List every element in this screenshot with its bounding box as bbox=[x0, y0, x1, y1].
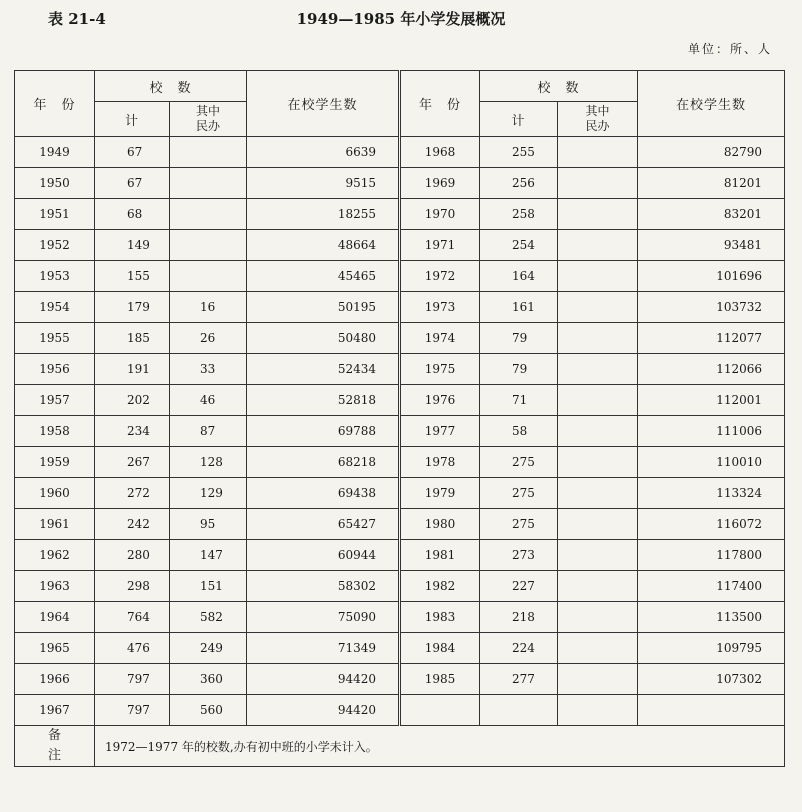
school-private-cell bbox=[558, 137, 638, 168]
col-total-header-right: 计 bbox=[480, 102, 558, 137]
school-private-cell bbox=[558, 416, 638, 447]
students-cell: 71349 bbox=[247, 633, 400, 664]
school-total-cell: 161 bbox=[480, 292, 558, 323]
table-row bbox=[15, 478, 785, 509]
year-cell: 1965 bbox=[15, 633, 95, 664]
students-cell: 83201 bbox=[638, 199, 785, 230]
school-private-cell: 249 bbox=[170, 633, 247, 664]
school-total-cell: 255 bbox=[480, 137, 558, 168]
students-cell: 112001 bbox=[638, 385, 785, 416]
school-private-cell bbox=[558, 664, 638, 695]
year-cell: 1960 bbox=[15, 478, 95, 509]
students-cell: 81201 bbox=[638, 168, 785, 199]
year-cell: 1962 bbox=[15, 540, 95, 571]
school-total-cell: 273 bbox=[480, 540, 558, 571]
table-row bbox=[15, 447, 785, 478]
table-number: 表 21-4 bbox=[48, 10, 106, 28]
school-total-cell: 275 bbox=[480, 509, 558, 540]
col-schools-header-right: 校 数 bbox=[480, 71, 638, 102]
school-total-cell: 202 bbox=[95, 385, 170, 416]
table-row bbox=[15, 416, 785, 447]
year-cell: 1959 bbox=[15, 447, 95, 478]
students-cell: 82790 bbox=[638, 137, 785, 168]
students-cell: 93481 bbox=[638, 230, 785, 261]
students-cell: 52434 bbox=[247, 354, 400, 385]
table-row bbox=[15, 540, 785, 571]
students-cell: 69788 bbox=[247, 416, 400, 447]
statistics-table bbox=[14, 70, 785, 767]
students-cell: 94420 bbox=[247, 695, 400, 726]
school-private-cell bbox=[558, 230, 638, 261]
table-row bbox=[15, 571, 785, 602]
table-row bbox=[15, 137, 785, 168]
school-total-cell: 67 bbox=[95, 168, 170, 199]
school-private-cell: 147 bbox=[170, 540, 247, 571]
year-cell: 1964 bbox=[15, 602, 95, 633]
year-cell: 1963 bbox=[15, 571, 95, 602]
note-label bbox=[15, 726, 95, 767]
year-cell: 1953 bbox=[15, 261, 95, 292]
school-total-cell: 275 bbox=[480, 447, 558, 478]
school-private-cell bbox=[558, 292, 638, 323]
col-total-header: 计 bbox=[95, 102, 170, 137]
school-total-cell: 224 bbox=[480, 633, 558, 664]
table-row bbox=[15, 354, 785, 385]
table-row bbox=[15, 261, 785, 292]
school-total-cell bbox=[480, 695, 558, 726]
note-row bbox=[15, 726, 785, 767]
school-total-cell: 298 bbox=[95, 571, 170, 602]
note-text: 1972—1977 年的校数,办有初中班的小学未计入。 bbox=[95, 726, 785, 767]
school-total-cell: 227 bbox=[480, 571, 558, 602]
table-row bbox=[15, 168, 785, 199]
note-label-bottom: 注 bbox=[47, 748, 61, 763]
school-private-cell: 560 bbox=[170, 695, 247, 726]
school-total-cell: 191 bbox=[95, 354, 170, 385]
school-total-cell: 256 bbox=[480, 168, 558, 199]
school-private-cell bbox=[558, 571, 638, 602]
school-private-cell bbox=[170, 137, 247, 168]
year-cell: 1975 bbox=[400, 354, 480, 385]
school-private-cell: 151 bbox=[170, 571, 247, 602]
year-cell: 1976 bbox=[400, 385, 480, 416]
school-total-cell: 218 bbox=[480, 602, 558, 633]
school-private-cell: 129 bbox=[170, 478, 247, 509]
school-total-cell: 764 bbox=[95, 602, 170, 633]
students-cell: 112066 bbox=[638, 354, 785, 385]
table-row bbox=[15, 323, 785, 354]
private-header-top: 其中 bbox=[196, 104, 221, 118]
year-cell: 1970 bbox=[400, 199, 480, 230]
school-total-cell: 149 bbox=[95, 230, 170, 261]
year-cell: 1969 bbox=[400, 168, 480, 199]
school-private-cell: 46 bbox=[170, 385, 247, 416]
year-cell: 1957 bbox=[15, 385, 95, 416]
students-cell: 60944 bbox=[247, 540, 400, 571]
students-cell: 9515 bbox=[247, 168, 400, 199]
col-year-header-right: 年 份 bbox=[400, 71, 480, 137]
col-private-header-right bbox=[558, 102, 638, 137]
year-cell: 1980 bbox=[400, 509, 480, 540]
school-total-cell: 68 bbox=[95, 199, 170, 230]
students-cell: 45465 bbox=[247, 261, 400, 292]
school-total-cell: 272 bbox=[95, 478, 170, 509]
school-total-cell: 277 bbox=[480, 664, 558, 695]
school-total-cell: 155 bbox=[95, 261, 170, 292]
year-cell: 1961 bbox=[15, 509, 95, 540]
school-private-cell bbox=[170, 230, 247, 261]
school-total-cell: 254 bbox=[480, 230, 558, 261]
school-private-cell bbox=[558, 695, 638, 726]
school-total-cell: 280 bbox=[95, 540, 170, 571]
students-cell bbox=[638, 695, 785, 726]
students-cell: 6639 bbox=[247, 137, 400, 168]
students-cell: 109795 bbox=[638, 633, 785, 664]
school-total-cell: 258 bbox=[480, 199, 558, 230]
year-cell: 1966 bbox=[15, 664, 95, 695]
table-row bbox=[15, 292, 785, 323]
students-cell: 112077 bbox=[638, 323, 785, 354]
table-row bbox=[15, 199, 785, 230]
school-private-cell bbox=[558, 447, 638, 478]
school-total-cell: 476 bbox=[95, 633, 170, 664]
school-private-cell bbox=[558, 633, 638, 664]
table-row bbox=[15, 509, 785, 540]
school-total-cell: 797 bbox=[95, 695, 170, 726]
col-students-header: 在校学生数 bbox=[247, 71, 400, 137]
school-private-cell: 87 bbox=[170, 416, 247, 447]
private-header-top: 其中 bbox=[585, 104, 610, 118]
school-private-cell bbox=[558, 509, 638, 540]
students-cell: 116072 bbox=[638, 509, 785, 540]
year-cell: 1972 bbox=[400, 261, 480, 292]
students-cell: 107302 bbox=[638, 664, 785, 695]
school-total-cell: 79 bbox=[480, 323, 558, 354]
school-total-cell: 58 bbox=[480, 416, 558, 447]
school-private-cell: 95 bbox=[170, 509, 247, 540]
year-cell: 1981 bbox=[400, 540, 480, 571]
school-private-cell bbox=[558, 261, 638, 292]
school-private-cell bbox=[558, 385, 638, 416]
school-total-cell: 164 bbox=[480, 261, 558, 292]
table-row bbox=[15, 230, 785, 261]
school-private-cell: 33 bbox=[170, 354, 247, 385]
students-cell: 69438 bbox=[247, 478, 400, 509]
year-cell: 1974 bbox=[400, 323, 480, 354]
students-cell: 94420 bbox=[247, 664, 400, 695]
table-row bbox=[15, 633, 785, 664]
unit-label: 单位：所、人 bbox=[687, 42, 772, 56]
col-students-header-right: 在校学生数 bbox=[638, 71, 785, 137]
year-cell: 1984 bbox=[400, 633, 480, 664]
col-schools-header: 校 数 bbox=[95, 71, 247, 102]
year-cell: 1979 bbox=[400, 478, 480, 509]
year-cell: 1952 bbox=[15, 230, 95, 261]
school-private-cell bbox=[558, 323, 638, 354]
school-total-cell: 185 bbox=[95, 323, 170, 354]
students-cell: 101696 bbox=[638, 261, 785, 292]
school-private-cell: 128 bbox=[170, 447, 247, 478]
year-cell: 1968 bbox=[400, 137, 480, 168]
year-cell: 1973 bbox=[400, 292, 480, 323]
school-total-cell: 71 bbox=[480, 385, 558, 416]
year-cell: 1982 bbox=[400, 571, 480, 602]
students-cell: 75090 bbox=[247, 602, 400, 633]
col-year-header: 年 份 bbox=[15, 71, 95, 137]
students-cell: 117800 bbox=[638, 540, 785, 571]
year-cell: 1950 bbox=[15, 168, 95, 199]
school-total-cell: 797 bbox=[95, 664, 170, 695]
school-private-cell bbox=[558, 478, 638, 509]
students-cell: 50480 bbox=[247, 323, 400, 354]
school-total-cell: 179 bbox=[95, 292, 170, 323]
table-title: 1949—1985 年小学发展概况 bbox=[296, 10, 506, 28]
students-cell: 110010 bbox=[638, 447, 785, 478]
students-cell: 50195 bbox=[247, 292, 400, 323]
table-row bbox=[15, 385, 785, 416]
school-private-cell bbox=[558, 354, 638, 385]
year-cell: 1985 bbox=[400, 664, 480, 695]
school-total-cell: 234 bbox=[95, 416, 170, 447]
school-private-cell bbox=[170, 199, 247, 230]
private-header-bottom: 民办 bbox=[585, 119, 610, 133]
note-label-top: 备 bbox=[47, 728, 61, 743]
year-cell: 1978 bbox=[400, 447, 480, 478]
school-private-cell bbox=[170, 168, 247, 199]
col-private-header bbox=[170, 102, 247, 137]
school-private-cell bbox=[558, 540, 638, 571]
school-private-cell bbox=[558, 168, 638, 199]
school-total-cell: 267 bbox=[95, 447, 170, 478]
school-total-cell: 79 bbox=[480, 354, 558, 385]
private-header-bottom: 民办 bbox=[196, 119, 221, 133]
students-cell: 113324 bbox=[638, 478, 785, 509]
school-private-cell bbox=[558, 602, 638, 633]
school-total-cell: 242 bbox=[95, 509, 170, 540]
school-private-cell bbox=[558, 199, 638, 230]
year-cell: 1983 bbox=[400, 602, 480, 633]
table-row bbox=[15, 695, 785, 726]
school-private-cell: 582 bbox=[170, 602, 247, 633]
year-cell: 1956 bbox=[15, 354, 95, 385]
students-cell: 18255 bbox=[247, 199, 400, 230]
students-cell: 52818 bbox=[247, 385, 400, 416]
year-cell: 1954 bbox=[15, 292, 95, 323]
table-row bbox=[15, 664, 785, 695]
school-private-cell bbox=[170, 261, 247, 292]
year-cell: 1971 bbox=[400, 230, 480, 261]
students-cell: 68218 bbox=[247, 447, 400, 478]
year-cell: 1977 bbox=[400, 416, 480, 447]
year-cell: 1951 bbox=[15, 199, 95, 230]
year-cell: 1955 bbox=[15, 323, 95, 354]
students-cell: 103732 bbox=[638, 292, 785, 323]
school-total-cell: 275 bbox=[480, 478, 558, 509]
year-cell bbox=[400, 695, 480, 726]
year-cell: 1949 bbox=[15, 137, 95, 168]
school-total-cell: 67 bbox=[95, 137, 170, 168]
school-private-cell: 26 bbox=[170, 323, 247, 354]
school-private-cell: 360 bbox=[170, 664, 247, 695]
students-cell: 117400 bbox=[638, 571, 785, 602]
students-cell: 48664 bbox=[247, 230, 400, 261]
students-cell: 58302 bbox=[247, 571, 400, 602]
students-cell: 111006 bbox=[638, 416, 785, 447]
table-row bbox=[15, 602, 785, 633]
students-cell: 65427 bbox=[247, 509, 400, 540]
students-cell: 113500 bbox=[638, 602, 785, 633]
year-cell: 1967 bbox=[15, 695, 95, 726]
year-cell: 1958 bbox=[15, 416, 95, 447]
school-private-cell: 16 bbox=[170, 292, 247, 323]
